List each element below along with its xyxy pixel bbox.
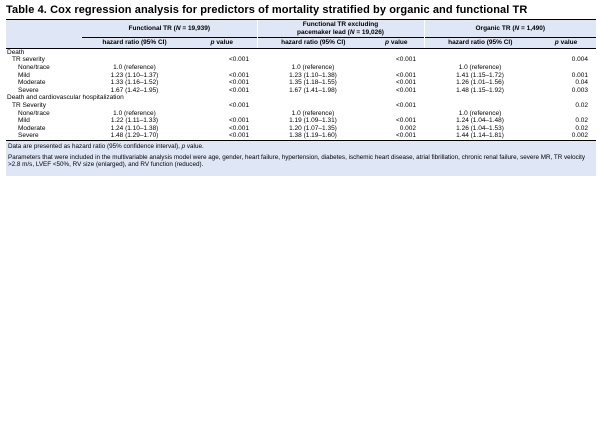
hr-cell: 1.33 (1.16–1.52) xyxy=(110,79,159,87)
p-value: <0.001 xyxy=(395,56,417,64)
table-row xyxy=(6,117,596,125)
table-title: Table 4. Cox regression analysis for predictors of mortality stratified by organic and functional TR xyxy=(6,4,528,16)
p-value: 0.02 xyxy=(575,117,589,125)
table-row xyxy=(6,132,596,140)
row-label: Severe xyxy=(18,86,39,94)
section-title: Death and cardiovascular hospitalization xyxy=(7,94,124,102)
blank-header xyxy=(6,38,82,49)
subtitle-row xyxy=(6,56,596,64)
hr-cell: 1.26 (1.04–1.53) xyxy=(456,124,504,132)
p-value: <0.001 xyxy=(228,79,249,87)
subtitle-label: TR severity xyxy=(12,56,45,64)
p-value: <0.001 xyxy=(228,71,249,79)
footnote-parameters: Parameters that were included in the multivariable analysis model were age, gender, heart failure, hypertension, diabetes, ischemic heart disease, atrial fibrillation, chronic renal failure, severe MR, TR velocity >2.8 m/s, LVEF <50%, RV size (enlarged), and RV function (reduced). xyxy=(8,153,586,169)
p-value: <0.001 xyxy=(395,71,417,79)
p-value: <0.001 xyxy=(395,101,417,109)
p-header: p value xyxy=(369,38,424,49)
table-row xyxy=(6,72,596,80)
p-header: p value xyxy=(187,38,257,49)
hr-header: hazard ratio (95% CI) xyxy=(424,38,536,49)
row-label: Mild xyxy=(18,71,30,79)
section-title-row xyxy=(6,48,596,56)
table-footnotes xyxy=(6,141,596,176)
hr-cell: 1.41 (1.15–1.72) xyxy=(456,71,504,79)
p-value: 0.001 xyxy=(571,71,589,79)
blank-header xyxy=(6,20,82,38)
hr-cell: 1.67 (1.42–1.95) xyxy=(110,86,159,94)
subtitle-row xyxy=(6,102,596,110)
p-value: <0.001 xyxy=(228,56,249,64)
section-title-row xyxy=(6,94,596,102)
table-page xyxy=(6,4,596,176)
row-label: Mild xyxy=(18,117,30,125)
p-value xyxy=(187,64,257,72)
p-value: <0.001 xyxy=(369,132,424,140)
row-label: None/trace xyxy=(18,63,50,71)
p-value xyxy=(536,110,596,118)
p-value: 0.002 xyxy=(536,132,596,140)
hr-cell: 1.0 (reference) xyxy=(291,63,335,71)
p-value: 0.002 xyxy=(399,124,417,132)
hr-cell: 1.0 (reference) xyxy=(113,63,156,71)
subtitle-label: TR Severity xyxy=(12,101,46,109)
hr-cell: 1.24 (1.10–1.38) xyxy=(110,124,159,132)
p-value: 0.04 xyxy=(575,79,589,87)
table-row xyxy=(6,125,596,133)
hr-cell: 1.20 (1.07–1.35) xyxy=(289,124,337,132)
p-value xyxy=(536,64,596,72)
hr-header: hazard ratio (95% CI) xyxy=(82,38,187,49)
cox-regression-table xyxy=(6,19,596,141)
group-header-functional-excl: Functional TR excluding pacemaker lead (N = 19,026) xyxy=(257,20,424,38)
group-header-organic: Organic TR (N = 1,490) xyxy=(424,20,596,38)
section-title: Death xyxy=(7,48,25,56)
row-label: Moderate xyxy=(18,79,46,87)
p-value: <0.001 xyxy=(228,124,249,132)
p-value: <0.001 xyxy=(395,86,417,94)
hr-cell: 1.67 (1.41–1.98) xyxy=(289,86,337,94)
hr-cell: 1.35 (1.18–1.55) xyxy=(289,79,337,87)
table-row xyxy=(6,110,596,118)
p-value: <0.001 xyxy=(187,132,257,140)
hr-header: hazard ratio (95% CI) xyxy=(257,38,369,49)
hr-cell: 1.26 (1.01–1.56) xyxy=(456,79,504,87)
p-value: 0.02 xyxy=(575,101,589,109)
hr-cell: 1.24 (1.04–1.48) xyxy=(456,117,504,125)
table-row xyxy=(6,87,596,95)
hr-cell: 1.19 (1.09–1.31) xyxy=(289,117,337,125)
hr-cell: 1.48 (1.29–1.70) xyxy=(82,132,187,140)
hr-cell: 1.48 (1.15–1.92) xyxy=(456,86,504,94)
hr-cell: 1.38 (1.19–1.60) xyxy=(257,132,369,140)
p-header: p value xyxy=(536,38,596,49)
row-label: None/trace xyxy=(18,109,50,117)
hr-cell: 1.23 (1.10–1.37) xyxy=(110,71,159,79)
p-value: <0.001 xyxy=(395,79,417,87)
hr-cell: 1.0 (reference) xyxy=(291,109,335,117)
table-row xyxy=(6,79,596,87)
p-value: <0.001 xyxy=(228,86,249,94)
hr-cell: 1.22 (1.11–1.33) xyxy=(110,117,159,125)
footnote-data-format: Data are presented as hazard ratio (95% confidence interval), p value. xyxy=(8,142,204,150)
table-row xyxy=(6,64,596,72)
hr-cell: 1.0 (reference) xyxy=(458,109,502,117)
hr-cell: 1.44 (1.14–1.81) xyxy=(424,132,536,140)
p-value xyxy=(369,110,424,118)
hr-cell: 1.23 (1.10–1.38) xyxy=(289,71,337,79)
p-value: 0.02 xyxy=(575,124,589,132)
p-value: <0.001 xyxy=(395,117,417,125)
row-label: Moderate xyxy=(18,124,46,132)
group-header-row xyxy=(6,20,596,38)
p-value: 0.003 xyxy=(571,86,589,94)
hr-cell: 1.0 (reference) xyxy=(458,63,502,71)
group-header-functional: Functional TR (N = 19,939) xyxy=(82,20,257,38)
column-header-row xyxy=(6,38,596,49)
row-label: Severe xyxy=(6,132,82,140)
p-value: <0.001 xyxy=(228,117,249,125)
p-value xyxy=(369,64,424,72)
p-value: 0.004 xyxy=(571,56,589,64)
p-value xyxy=(187,110,257,118)
hr-cell: 1.0 (reference) xyxy=(113,109,156,117)
p-value: <0.001 xyxy=(228,101,249,109)
